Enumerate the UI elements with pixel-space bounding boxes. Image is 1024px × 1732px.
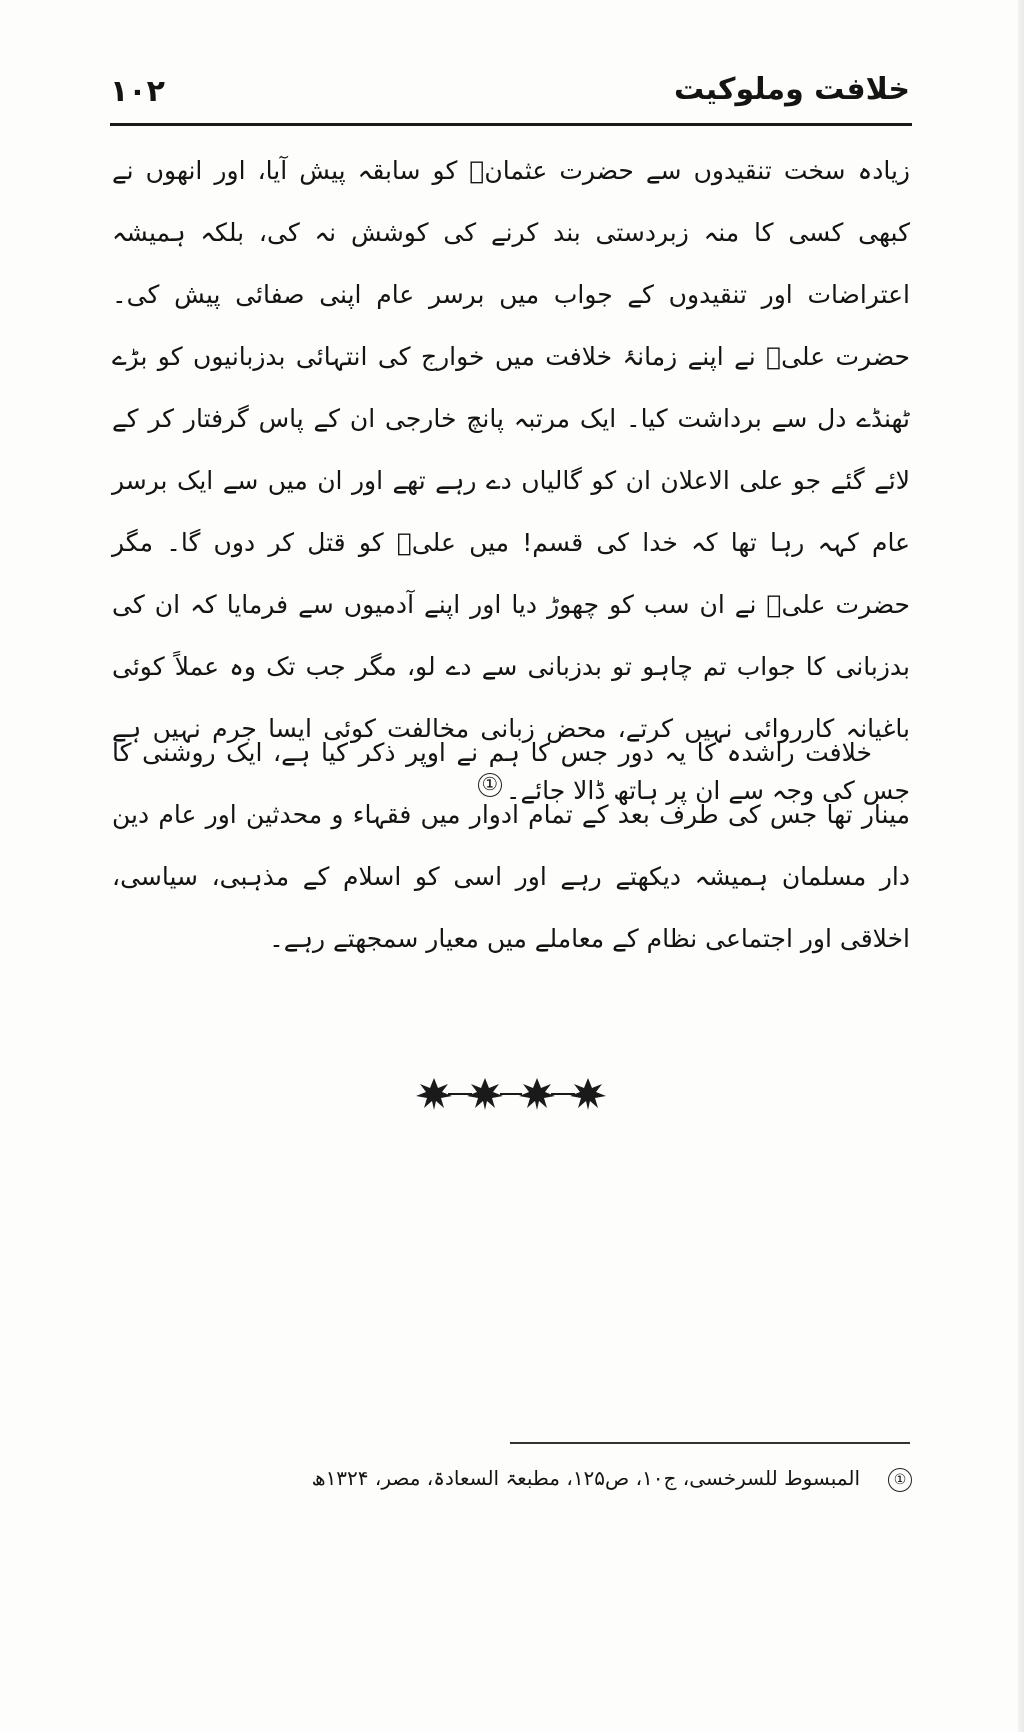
paragraph-2: خلافت راشدہ کا یہ دور جس کا ہم نے اوپر ذکر کیا ہے، ایک روشنی کا مینار تھا جس کی طرف بعد کے تمام ادوار میں فقہاء و محدثین اور عام دین دار مسلمان ہمیشہ دیکھتے رہے اور اسی کو اسلام کے مذہبی، سیاسی، اخلاقی اور اجتماعی نظام کے معاملے میں معیار سمجھتے رہے۔ xyxy=(112,738,910,953)
footnote xyxy=(212,1460,912,1496)
footnote-rule xyxy=(510,1442,910,1444)
page-header xyxy=(110,70,910,122)
footnote-marker: ① xyxy=(888,1468,912,1492)
page-edge xyxy=(1018,0,1024,1732)
floral-ornament-icon xyxy=(408,1074,614,1114)
page-number: ١٠٢ xyxy=(110,74,165,109)
footnote-reference-marker: ① xyxy=(478,773,502,797)
footnote-text: المبسوط للسرخسی، ج۱۰، ص۱۲۵، مطبعۃ السعادۃ، مصر، ۱۳۲۴ھ xyxy=(311,1466,860,1490)
header-rule xyxy=(110,123,912,126)
body-text xyxy=(112,140,910,970)
paragraph-1-text: زیادہ سخت تنقیدوں سے حضرت عثمانؓ کو سابقہ پیش آیا، اور انھوں نے کبھی کسی کا منہ زبردستی بند کرنے کی کوشش نہ کی، بلکہ ہمیشہ اعتراضات اور تنقیدوں کے جواب میں برسر عام اپنی صفائی پیش کی۔ حضرت علیؓ نے اپنے زمانۂ خلافت میں خوارج کی انتہائی بدزبانیوں کو بڑے ٹھنڈے دل سے برداشت کیا۔ ایک مرتبہ پانچ خارجی ان کے پاس گرفتار کر کے لائے گئے جو علی الاعلان ان کو گالیاں دے رہے تھے اور ان میں سے ایک برسر عام کہہ رہا تھا کہ خدا کی قسم! میں علیؓ کو قتل کر دوں گا۔ مگر حضرت علیؓ نے ان سب کو چھوڑ دیا اور اپنے آدمیوں سے فرمایا کہ ان کی بدزبانی کا جواب تم چاہو تو بدزبانی سے دے لو، مگر جب تک وہ عملاً کوئی باغیانہ کارروائی نہیں کرتے، محض زبانی مخالفت کوئی ایسا جرم نہیں ہے جس کی وجہ سے ان پر ہاتھ ڈالا جائے۔ xyxy=(112,156,910,805)
running-title: خلافت وملوکیت xyxy=(674,72,910,107)
paragraph-1 xyxy=(112,140,910,805)
